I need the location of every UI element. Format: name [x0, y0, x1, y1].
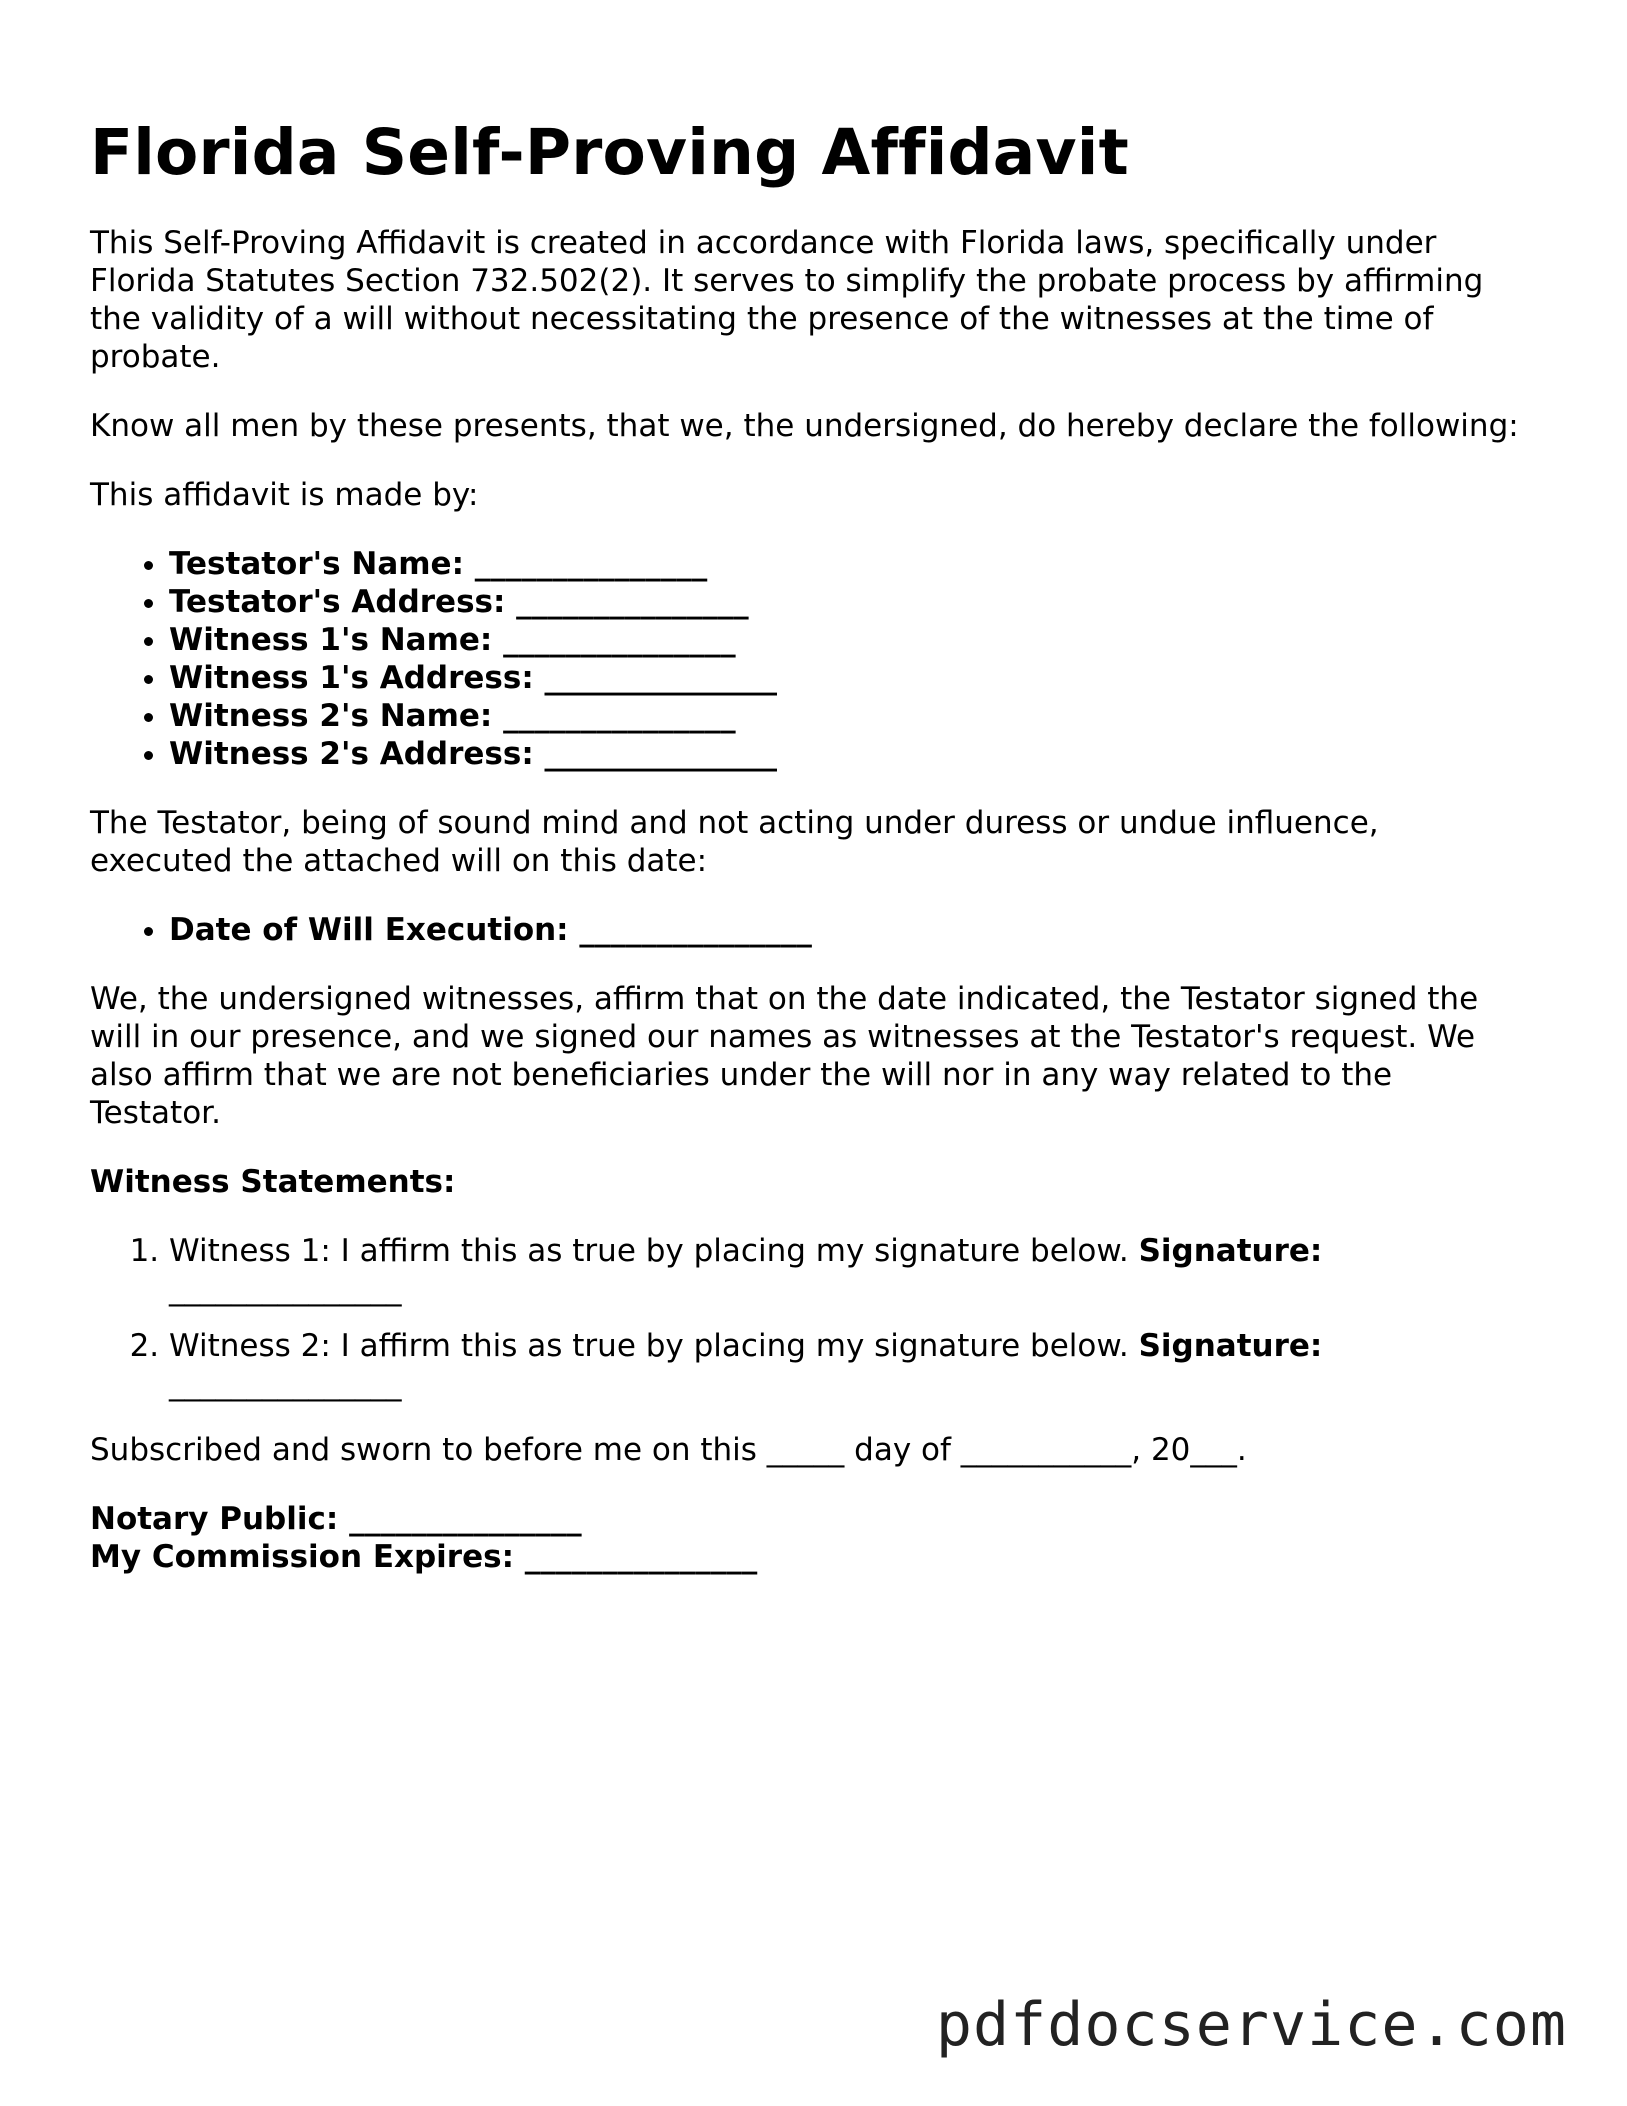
field-label: Witness 2's Name: [169, 698, 493, 734]
party-item-testator-address [169, 583, 1530, 621]
commission-expires-line [90, 1538, 1530, 1576]
field-label: Date of Will Execution: [169, 912, 569, 948]
execution-date-item [169, 911, 1530, 949]
signature-blank: _______________ [169, 1366, 402, 1402]
intro-paragraph: This Self-Proving Affidavit is created in accordance with Florida laws, specifically under Florida Statutes Section 732.502(2). It serves to simplify the probate process by affirming the validity of a will without necessitating the presence of the witnesses at the time of probate. [90, 225, 1484, 375]
field-label: Witness 2's Address: [169, 736, 534, 772]
made-by-label: This affidavit is made by: [90, 477, 479, 513]
field-label: Witness 1's Address: [169, 660, 534, 696]
execution-paragraph: The Testator, being of sound mind and not acting under duress or undue influence, executed the attached will on this date: [90, 805, 1379, 879]
watermark: pdfdocservice.com [935, 1990, 1567, 2060]
witness-statement-text: Witness 2: I affirm this as true by placing my signature below. [169, 1328, 1129, 1364]
signature-label: Signature: [1138, 1233, 1323, 1269]
blank-line: _______________ [349, 1501, 582, 1537]
witness-statements-list [90, 1232, 1530, 1403]
field-label: My Commission Expires: [90, 1539, 514, 1575]
witness-statement-item [169, 1232, 1530, 1308]
signature-label: Signature: [1138, 1328, 1323, 1364]
blank-line: _______________ [474, 546, 708, 582]
declaration-paragraph: Know all men by these presents, that we, the undersigned, do hereby declare the following: [90, 408, 1519, 444]
sworn-line: Subscribed and sworn to before me on this _____ day of ___________, 20___. [90, 1432, 1247, 1468]
witness-statement-text: Witness 1: I affirm this as true by placing my signature below. [169, 1233, 1129, 1269]
party-item-witness1-address [169, 659, 1530, 697]
witness-statements-heading: Witness Statements: [90, 1164, 456, 1200]
notary-block [90, 1500, 1530, 1576]
parties-list [90, 545, 1530, 773]
field-label: Testator's Address: [169, 584, 506, 620]
notary-public-line [90, 1500, 1530, 1538]
page-title: Florida Self-Proving Affidavit [90, 116, 1129, 189]
blank-line: _______________ [579, 912, 812, 948]
blank-line: _______________ [544, 660, 778, 696]
field-label: Testator's Name: [169, 546, 464, 582]
blank-line: _______________ [544, 736, 778, 772]
blank-line: _______________ [516, 584, 749, 620]
witness-affirmation-paragraph: We, the undersigned witnesses, affirm that on the date indicated, the Testator signed the will in our presence, and we signed our names as witnesses at the Testator's request. We also affirm that we are not beneficiaries under the will nor in any way related to the Testator. [90, 981, 1479, 1131]
blank-line: _______________ [503, 698, 736, 734]
signature-blank: _______________ [169, 1271, 402, 1307]
execution-date-list [90, 911, 1530, 949]
witness-statement-item [169, 1327, 1530, 1403]
party-item-witness1-name [169, 621, 1530, 659]
party-item-testator-name [169, 545, 1530, 583]
field-label: Notary Public: [90, 1501, 339, 1537]
field-label: Witness 1's Name: [169, 622, 493, 658]
party-item-witness2-name [169, 697, 1530, 735]
blank-line: _______________ [503, 622, 736, 658]
party-item-witness2-address [169, 735, 1530, 773]
affidavit-page [90, 108, 1530, 1576]
blank-line: _______________ [524, 1539, 758, 1575]
